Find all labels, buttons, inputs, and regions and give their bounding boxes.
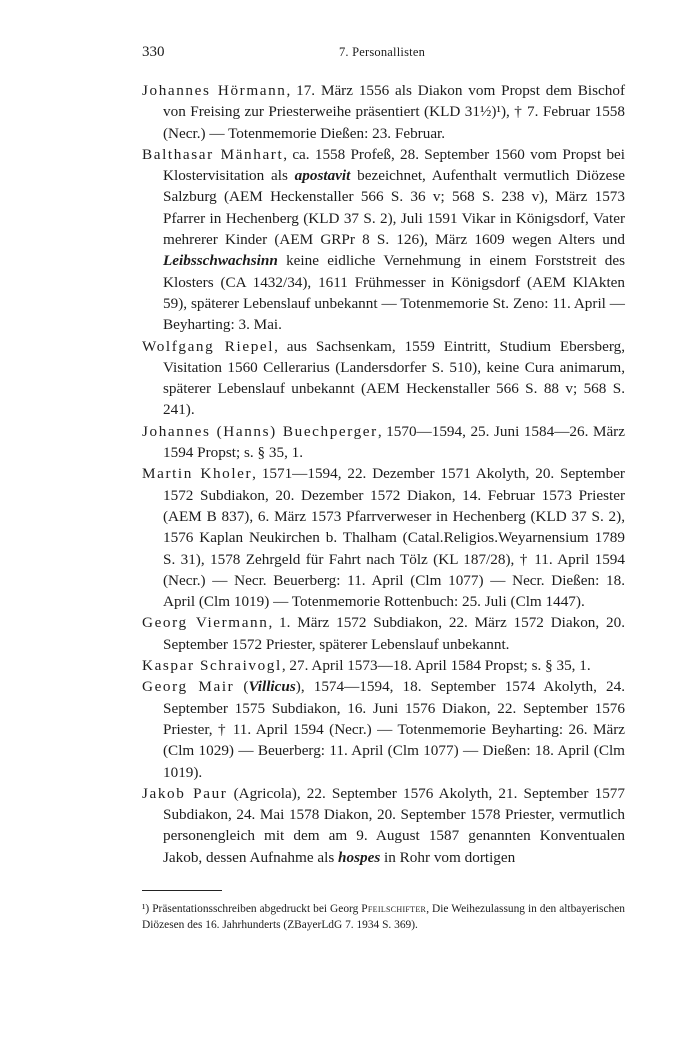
entry: Balthasar Mänhart, ca. 1558 Profeß, 28. September 1560 vom Propst bei Klostervisitation als apostavit bezeichnet, Aufenthalt vermutlich Diözese Salzburg (AEM Heckenstaller 566 S. 36 v; 568 S. 238 v), März 1573 Pfarrer in Hechenberg (KLD 37 S. 2), Juli 1591 Vikar in Königsdorf, Vater mehrerer Kinder (AEM GRPr 8 S. 126), März 1609 wegen Alters und Leibsschwachsinn keine eidliche Vernehmung in einem Forststreit des Klosters (CA 1432/34), 1611 Frühmesser in Königsdorf (AEM KlAkten 59), späterer Lebenslauf unbekannt — Totenmemorie St. Zeno: 11. April — Beyharting: 3. Mai. [142, 145, 625, 334]
running-head: 7. Personallisten [338, 45, 426, 59]
footnote: ¹) Präsentationsschreiben abgedruckt bei Georg Pfeilschifter, Die Weihezulassung in den altbayerischen Diözesen des 16. Jahrhunderts (ZBayerLdG 7. 1934 S. 369). [142, 903, 625, 931]
footnote-mark: ¹) [142, 903, 150, 915]
footnote-rule [142, 890, 222, 891]
entry-name: Georg Mair [142, 678, 235, 696]
entry: Martin Kholer, 1571—1594, 22. Dezember 1571 Akolyth, 20. September 1572 Subdiakon, 20. Dezember 1572 Diakon, 14. Februar 1573 Priester (AEM B 837), 6. März 1573 Pfarrverweser in Hechenberg (KLD 37 S. 2), 1576 Kaplan Neukirchen b. Thalham (Catal.Religios.Weyarnensium 1789 S. 31), 1578 Zehrgeld für Fahrt nach Tölz (KL 187/28), † 11. April 1594 (Necr.) — Necr. Beuerberg: 11. April (Clm 1077) — Necr. Dießen: 18. April (Clm 1019) — Totenmemorie Rottenbuch: 25. Juli (Clm 1447). [142, 465, 625, 611]
entry-name: Kaspar Schraivogl [142, 657, 282, 675]
entry: Johannes (Hanns) Buechperger, 1570—1594, 25. Juni 1584—26. März 1594 Propst; s. § 35, 1. [142, 422, 625, 462]
entry-name: Wolfgang Riepel [142, 337, 275, 355]
entry: Johannes Hörmann, 17. März 1556 als Diakon vom Propst dem Bischof von Freising zur Priesterweihe präsentiert (KLD 31½)¹), † 7. Februar 1558 (Necr.) — Totenmemorie Dießen: 23. Februar. [142, 82, 626, 142]
entry: Georg Viermann, 1. März 1572 Subdiakon, 22. März 1572 Diakon, 20. September 1572 Priester, späterer Lebenslauf unbekannt. [142, 614, 625, 653]
entry-name: Jakob Paur [142, 784, 228, 802]
entry-name: Johannes (Hanns) Buechperger [142, 422, 378, 440]
emphasis-term: Leibsschwachsinn [163, 252, 278, 270]
entry-name: Balthasar Mänhart [142, 145, 284, 163]
emphasis-term: hospes [338, 848, 381, 866]
entry-name: Georg Viermann [142, 614, 269, 632]
entry: Wolfgang Riepel, aus Sachsenkam, 1559 Eintritt, Studium Ebersberg, Visitation 1560 Cellerarius (Landersdorfer S. 510), keine Cura animarum, späterer Lebenslauf unbekannt (AEM Heckenstaller 566 S. 88 v; 568 S. 241). [142, 337, 625, 419]
footnote-author: Pfeilschifter [361, 903, 427, 915]
page-header [142, 44, 622, 64]
entry-name: Martin Kholer [142, 465, 253, 483]
entry-name: Johannes Hörmann [142, 82, 287, 99]
entry: Kaspar Schraivogl, 27. April 1573—18. April 1584 Propst; s. § 35, 1. [142, 657, 591, 675]
emphasis-term: apostavit [294, 167, 351, 185]
entry: Jakob Paur (Agricola), 22. September 1576 Akolyth, 21. September 1577 Subdiakon, 24. Mai 1578 Diakon, 20. September 1578 Priester, vermutlich personengleich mit dem am 9. August 1587 genannten Konventualen Jakob, dessen Aufnahme als hospes in Rohr vom dortigen [142, 784, 625, 866]
entry-list [142, 80, 625, 868]
emphasis-term: Villicus [248, 678, 296, 696]
entry: Georg Mair (Villicus), 1574—1594, 18. September 1574 Akolyth, 24. September 1575 Subdiakon, 16. Juni 1576 Diakon, 22. September 1576 Priester, † 11. April 1594 (Necr.) — Totenmemorie Beyharting: 26. März (Clm 1029) — Beuerberg: 11. April (Clm 1077) — Dießen: 18. April (Clm 1019). [142, 678, 626, 781]
page-number: 330 [142, 44, 165, 60]
